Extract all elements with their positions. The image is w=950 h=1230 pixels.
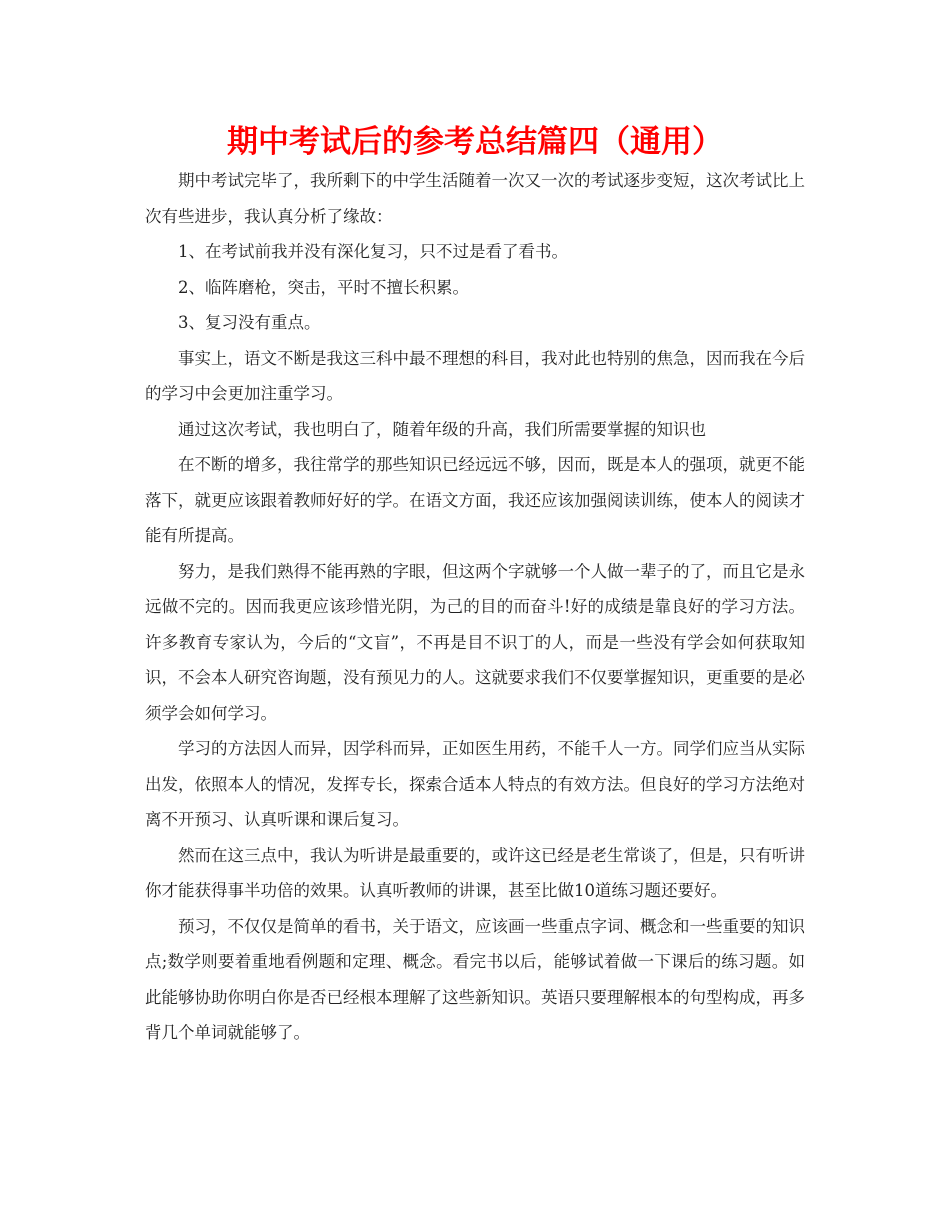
paragraph-reason-2: 2、临阵磨枪，突击，平时不擅长积累。 [178, 277, 469, 297]
paragraph-intro: 期中考试完毕了，我所剩下的中学生活随着一次又一次的考试逐步变短，这次考试比上次有些进步，我认真分析了缘故： [145, 171, 805, 226]
paragraph-chinese-subject: 事实上，语文不断是我这三科中最不理想的科目，我对此也特别的焦急，因而我在今后的学习中会更加注重学习。 [145, 348, 805, 403]
document-title: 期中考试后的参考总结篇四（通用） [227, 124, 723, 160]
paragraph-lesson-learned: 通过这次考试，我也明白了，随着年级的升高，我们所需要掌握的知识也 [178, 419, 706, 439]
paragraph-reason-1: 1、在考试前我并没有深化复习，只不过是看了看书。 [178, 242, 568, 261]
paragraph-knowledge-growth: 在不断的增多，我往常学的那些知识已经远远不够，因而，既是本人的强项，就更不能落下，就更应该跟着教师好好的学。在语文方面，我还应该加强阅读训练，使本人的阅读才能有所提高。 [145, 455, 805, 545]
document-body [145, 163, 805, 1051]
paragraph-study-methods: 学习的方法因人而异，因学科而异，正如医生用药，不能千人一方。同学们应当从实际出发，依照本人的情况，发挥专长，探索合适本人特点的有效方法。但良好的学习方法绝对离不开预习、认真听课和课后复习。 [145, 739, 805, 829]
paragraph-preview: 预习，不仅仅是简单的看书，关于语文，应该画一些重点字词、概念和一些重要的知识点;数学则要着重地看例题和定理、概念。看完书以后，能够试着做一下课后的练习题。如此能够协助你明白你是否已经根本理解了这些新知识。英语只要理解根本的句型构成，再多背几个单词就能够了。 [145, 916, 805, 1042]
paragraph-effort: 努力，是我们熟得不能再熟的字眼，但这两个字就够一个人做一辈子的了，而且它是永远做不完的。因而我更应该珍惜光阴，为己的目的而奋斗!好的成绩是靠良好的学习方法。许多教育专家认为，今后的“文盲”，不再是目不识丁的人，而是一些没有学会如何获取知识，不会本人研究咨询题，没有预见力的人。这就要求我们不仅要掌握知识，更重要的是必须学会如何学习。 [145, 561, 805, 723]
paragraph-listening: 然而在这三点中，我认为听讲是最重要的，或许这已经是老生常谈了，但是，只有听讲你才能获得事半功倍的效果。认真听教师的讲课，甚至比做10道练习题还要好。 [145, 845, 805, 900]
paragraph-reason-3: 3、复习没有重点。 [178, 313, 321, 332]
